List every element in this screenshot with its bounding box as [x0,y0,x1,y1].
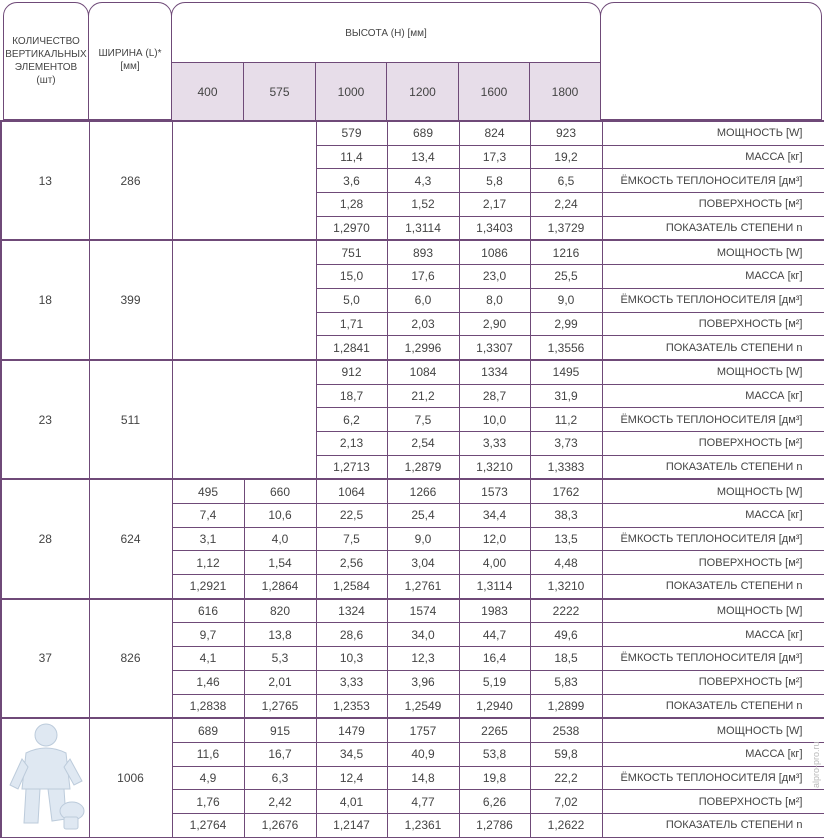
value-cell: 616 [172,599,244,623]
value-cell: 1,3383 [530,455,602,479]
value-cell: 10,0 [459,408,530,432]
value-cell: 53,8 [459,742,530,766]
value-cell: 1,2361 [387,813,459,837]
parameter-label: ПОВЕРХНОСТЬ [м²] [602,551,824,575]
parameter-label: ПОКАЗАТЕЛЬ СТЕПЕНИ n [602,575,824,599]
value-cell: 4,1 [172,647,244,671]
parameter-label: ПОВЕРХНОСТЬ [м²] [602,670,824,694]
value-cell: 579 [316,121,387,145]
value-cell: 9,7 [172,623,244,647]
height-col-1000: 1000 [315,62,386,120]
parameter-label: ЁМКОСТЬ ТЕПЛОНОСИТЕЛЯ [дм³] [602,408,824,432]
value-cell: 2,42 [244,790,316,814]
value-cell: 2538 [530,718,602,742]
value-cell: 18,5 [530,647,602,671]
value-cell: 14,8 [387,766,459,790]
header-height-label: ВЫСОТА (H) [мм] [345,28,427,39]
value-cell: 1,2761 [387,575,459,599]
value-cell: 751 [316,240,387,264]
value-cell: 16,4 [459,647,530,671]
value-cell: 31,9 [530,384,602,408]
value-cell: 1,2879 [387,455,459,479]
value-cell: 1064 [316,479,387,503]
parameter-label: ПОКАЗАТЕЛЬ СТЕПЕНИ n [602,813,824,837]
value-cell: 1,76 [172,790,244,814]
value-cell: 38,3 [530,504,602,528]
value-cell: 1495 [530,360,602,384]
parameter-label: ЁМКОСТЬ ТЕПЛОНОСИТЕЛЯ [дм³] [602,647,824,671]
value-cell: 1,2622 [530,813,602,837]
parameter-label: МАССА [кг] [602,265,824,289]
value-cell: 5,3 [244,647,316,671]
value-cell: 18,7 [316,384,387,408]
header-count-unit: (шт) [36,75,56,86]
value-cell: 2,24 [530,193,602,217]
value-cell: 1,2970 [316,216,387,240]
parameter-label: МОЩНОСТЬ [W] [602,718,824,742]
value-cell: 1,3210 [530,575,602,599]
width-cell: 399 [89,240,172,359]
empty-cell [172,360,316,479]
value-cell: 19,2 [530,145,602,169]
value-cell: 1,54 [244,551,316,575]
value-cell: 1,28 [316,193,387,217]
value-cell: 7,5 [387,408,459,432]
table-row [1,479,824,503]
value-cell: 5,83 [530,670,602,694]
value-cell: 5,19 [459,670,530,694]
value-cell: 1084 [387,360,459,384]
header-width-label: ШИРИНА (L)* [98,48,162,59]
value-cell: 3,96 [387,670,459,694]
value-cell: 1,2147 [316,813,387,837]
value-cell: 2,99 [530,312,602,336]
value-cell: 10,6 [244,504,316,528]
value-cell: 660 [244,479,316,503]
value-cell: 1266 [387,479,459,503]
value-cell: 1324 [316,599,387,623]
parameter-label: ПОВЕРХНОСТЬ [м²] [602,193,824,217]
parameter-label: ЁМКОСТЬ ТЕПЛОНОСИТЕЛЯ [дм³] [602,766,824,790]
value-cell: 17,3 [459,145,530,169]
radiator-data-table [0,120,824,838]
element-count-cell: 13 [1,121,89,240]
value-cell: 1983 [459,599,530,623]
value-cell: 28,6 [316,623,387,647]
value-cell: 59,8 [530,742,602,766]
value-cell: 2,17 [459,193,530,217]
value-cell: 1,3307 [459,336,530,360]
value-cell: 22,5 [316,504,387,528]
value-cell: 4,00 [459,551,530,575]
value-cell: 11,6 [172,742,244,766]
table-row [1,599,824,623]
value-cell: 1,12 [172,551,244,575]
value-cell: 9,0 [387,527,459,551]
element-count-cell: 28 [1,479,89,598]
value-cell: 11,4 [316,145,387,169]
value-cell: 10,3 [316,647,387,671]
value-cell: 2265 [459,718,530,742]
value-cell: 1,2838 [172,694,244,718]
value-cell: 6,26 [459,790,530,814]
value-cell: 8,0 [459,288,530,312]
value-cell: 12,3 [387,647,459,671]
value-cell: 1,2899 [530,694,602,718]
value-cell: 1574 [387,599,459,623]
value-cell: 1,52 [387,193,459,217]
value-cell: 9,0 [530,288,602,312]
height-col-1600: 1600 [458,62,529,120]
value-cell: 22,2 [530,766,602,790]
value-cell: 25,5 [530,265,602,289]
table-header [0,0,824,120]
value-cell: 689 [172,718,244,742]
value-cell: 1,3556 [530,336,602,360]
value-cell: 40,9 [387,742,459,766]
value-cell: 915 [244,718,316,742]
value-cell: 19,8 [459,766,530,790]
value-cell: 1,2713 [316,455,387,479]
value-cell: 1,3403 [459,216,530,240]
table-row [1,121,824,145]
value-cell: 820 [244,599,316,623]
height-col-1800: 1800 [529,62,601,120]
header-width-unit: [мм] [120,61,140,72]
value-cell: 23,0 [459,265,530,289]
value-cell: 6,2 [316,408,387,432]
value-cell: 1,3729 [530,216,602,240]
value-cell: 893 [387,240,459,264]
value-cell: 3,33 [459,431,530,455]
value-cell: 1,2549 [387,694,459,718]
value-cell: 4,48 [530,551,602,575]
value-cell: 7,4 [172,504,244,528]
height-col-575: 575 [243,62,315,120]
value-cell: 1334 [459,360,530,384]
width-cell: 511 [89,360,172,479]
value-cell: 13,4 [387,145,459,169]
value-cell: 1,2764 [172,813,244,837]
value-cell: 11,2 [530,408,602,432]
parameter-label: МОЩНОСТЬ [W] [602,121,824,145]
value-cell: 4,77 [387,790,459,814]
value-cell: 495 [172,479,244,503]
value-cell: 16,7 [244,742,316,766]
parameter-label: МАССА [кг] [602,504,824,528]
value-cell: 3,73 [530,431,602,455]
parameter-label: МОЩНОСТЬ [W] [602,599,824,623]
value-cell: 34,4 [459,504,530,528]
value-cell: 5,8 [459,169,530,193]
value-cell: 689 [387,121,459,145]
value-cell: 15,0 [316,265,387,289]
plumber-mascot-icon [6,719,86,834]
value-cell: 4,01 [316,790,387,814]
value-cell: 2,01 [244,670,316,694]
value-cell: 1573 [459,479,530,503]
parameter-label: ПОВЕРХНОСТЬ [м²] [602,312,824,336]
value-cell: 1,2676 [244,813,316,837]
table-body [1,121,824,837]
value-cell: 1,2864 [244,575,316,599]
parameter-label: ПОКАЗАТЕЛЬ СТЕПЕНИ n [602,336,824,360]
value-cell: 5,0 [316,288,387,312]
value-cell: 2,13 [316,431,387,455]
header-width [88,2,172,120]
parameter-label: МОЩНОСТЬ [W] [602,479,824,503]
table-row [1,240,824,264]
header-count [3,2,89,120]
value-cell: 12,4 [316,766,387,790]
value-cell: 1762 [530,479,602,503]
table-row [1,718,824,742]
value-cell: 4,3 [387,169,459,193]
value-cell: 34,0 [387,623,459,647]
value-cell: 912 [316,360,387,384]
value-cell: 17,6 [387,265,459,289]
parameter-label: ПОКАЗАТЕЛЬ СТЕПЕНИ n [602,216,824,240]
value-cell: 824 [459,121,530,145]
value-cell: 1216 [530,240,602,264]
value-cell: 1,71 [316,312,387,336]
value-cell: 3,6 [316,169,387,193]
value-cell: 2,56 [316,551,387,575]
value-cell: 2,90 [459,312,530,336]
parameter-label: ЁМКОСТЬ ТЕПЛОНОСИТЕЛЯ [дм³] [602,527,824,551]
value-cell: 3,1 [172,527,244,551]
empty-cell [172,240,316,359]
element-count-cell: 23 [1,360,89,479]
value-cell: 2,03 [387,312,459,336]
value-cell: 923 [530,121,602,145]
value-cell: 1,2765 [244,694,316,718]
value-cell: 3,04 [387,551,459,575]
watermark: alpro-pro.ru [811,741,821,789]
parameter-label: МАССА [кг] [602,623,824,647]
value-cell: 1,3210 [459,455,530,479]
value-cell: 13,8 [244,623,316,647]
parameter-label: ПОКАЗАТЕЛЬ СТЕПЕНИ n [602,455,824,479]
value-cell: 34,5 [316,742,387,766]
height-col-1200: 1200 [386,62,458,120]
value-cell: 12,0 [459,527,530,551]
parameter-label: ЁМКОСТЬ ТЕПЛОНОСИТЕЛЯ [дм³] [602,288,824,312]
parameter-label: МОЩНОСТЬ [W] [602,240,824,264]
value-cell: 1,2940 [459,694,530,718]
width-cell: 826 [89,599,172,718]
value-cell: 7,02 [530,790,602,814]
value-cell: 1,2786 [459,813,530,837]
parameter-label: ПОВЕРХНОСТЬ [м²] [602,790,824,814]
parameter-label: МАССА [кг] [602,742,824,766]
value-cell: 13,5 [530,527,602,551]
element-count-cell: 18 [1,240,89,359]
parameter-label: МОЩНОСТЬ [W] [602,360,824,384]
parameter-label: ПОКАЗАТЕЛЬ СТЕПЕНИ n [602,694,824,718]
value-cell: 1,2841 [316,336,387,360]
value-cell: 25,4 [387,504,459,528]
value-cell: 6,5 [530,169,602,193]
value-cell: 3,33 [316,670,387,694]
value-cell: 1,46 [172,670,244,694]
value-cell: 2222 [530,599,602,623]
width-cell: 624 [89,479,172,598]
value-cell: 28,7 [459,384,530,408]
element-count-cell: 37 [1,599,89,718]
value-cell: 2,54 [387,431,459,455]
empty-cell [172,121,316,240]
value-cell: 4,9 [172,766,244,790]
value-cell: 1,2584 [316,575,387,599]
value-cell: 1,3114 [459,575,530,599]
width-cell: 1006 [89,718,172,837]
header-description [600,2,822,120]
width-cell: 286 [89,121,172,240]
parameter-label: ЁМКОСТЬ ТЕПЛОНОСИТЕЛЯ [дм³] [602,169,824,193]
value-cell: 7,5 [316,527,387,551]
value-cell: 49,6 [530,623,602,647]
value-cell: 21,2 [387,384,459,408]
value-cell: 1757 [387,718,459,742]
value-cell: 6,3 [244,766,316,790]
table-row [1,360,824,384]
parameter-label: ПОВЕРХНОСТЬ [м²] [602,431,824,455]
header-count-label: КОЛИЧЕСТВО ВЕРТИКАЛЬНЫХ ЭЛЕМЕНТОВ [5,36,87,73]
value-cell: 1,2353 [316,694,387,718]
value-cell: 1479 [316,718,387,742]
height-col-400: 400 [171,62,243,120]
value-cell: 4,0 [244,527,316,551]
parameter-label: МАССА [кг] [602,145,824,169]
value-cell: 6,0 [387,288,459,312]
parameter-label: МАССА [кг] [602,384,824,408]
value-cell: 1086 [459,240,530,264]
value-cell: 1,2996 [387,336,459,360]
value-cell: 1,3114 [387,216,459,240]
value-cell: 44,7 [459,623,530,647]
value-cell: 1,2921 [172,575,244,599]
